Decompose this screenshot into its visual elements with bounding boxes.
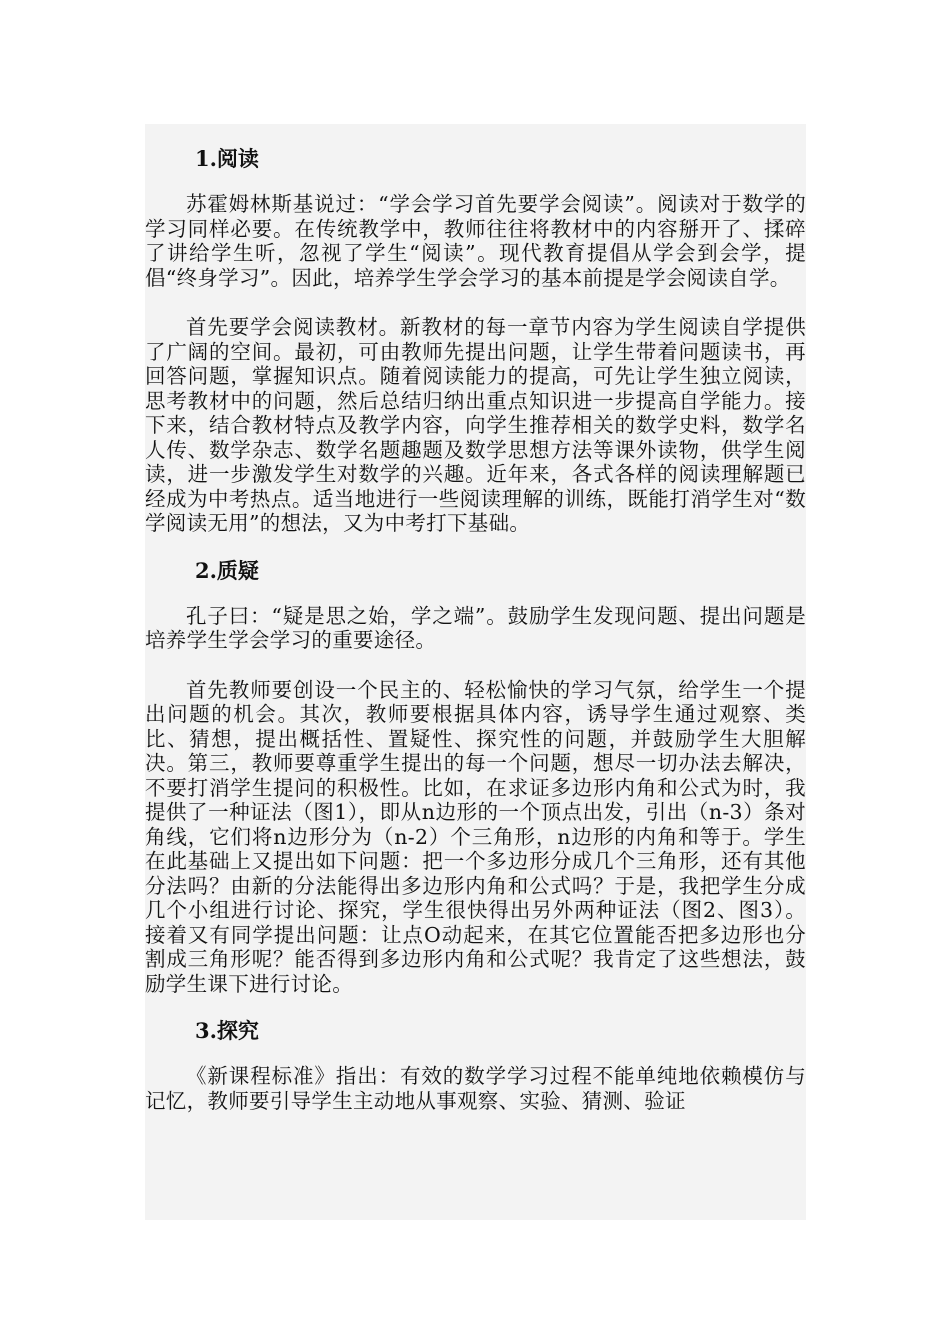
document-page bbox=[145, 124, 806, 1220]
section-heading-reading: 1.阅读 bbox=[195, 146, 259, 171]
document-content bbox=[145, 144, 806, 1113]
section-heading-questioning: 2.质疑 bbox=[195, 557, 259, 583]
section-heading-inquiry: 3.探究 bbox=[195, 1018, 259, 1043]
paragraph-reading-textbook: 首先要学会阅读教材。新教材的每一章节内容为学生阅读自学提供了广阔的空间。最初，可由教师先提出问题，让学生带着问题读书，再回答问题，掌握知识点。随着阅读能力的提高，可先让学生独立阅读，思考教材中的问题，然后总结归纳出重点知识进一步提高自学能力。接下来，结合教材特点及教学内容，向学生推荐相关的数学史料，数学名人传、数学杂志、数学名题趣题及数学思想方法等课外读物，供学生阅读，进一步激发学生对数学的兴趣。近年来，各式各样的阅读理解题已经成为中考热点。适当地进行一些阅读理解的训练，既能打消学生对“数学阅读无用”的想法，又为中考打下基础。 bbox=[145, 315, 806, 535]
paragraph-questioning-intro: 孔子曰：“疑是思之始，学之端”。鼓励学生发现问题、提出问题是培养学生学会学习的重要途径。 bbox=[145, 603, 806, 652]
paragraph-reading-intro: 苏霍姆林斯基说过：“学会学习首先要学会阅读”。阅读对于数学的学习同样必要。在传统教学中，教师往往将教材中的内容掰开了、揉碎了讲给学生听，忽视了学生“阅读”。现代教育提倡从学会到会学，提倡“终身学习”。因此，培养学生学会学习的基本前提是学会阅读自学。 bbox=[145, 192, 806, 290]
paragraph-questioning-example: 首先教师要创设一个民主的、轻松愉快的学习气氛，给学生一个提出问题的机会。其次，教师要根据具体内容，诱导学生通过观察、类比、猜想，提出概括性、置疑性、探究性的问题，并鼓励学生大胆解决。第三，教师要尊重学生提出的每一个问题，想尽一切办法去解决，不要打消学生提问的积极性。比如，在求证多边形内角和公式为时，我提供了一种证法（图1），即从n边形的一个顶点出发，引出（n-3）条对角线，它们将n边形分为（n-2）个三角形，n边形的内角和等于。学生在此基础上又提出如下问题：把一个多边形分成几个三角形，还有其他分法吗？由新的分法能得出多边形内角和公式吗？于是，我把学生分成几个小组进行讨论、探究，学生很快得出另外两种证法（图2、图3）。接着又有同学提出问题：让点O动起来，在其它位置能否把多边形也分割成三角形呢？能否得到多边形内角和公式呢？我肯定了这些想法，鼓励学生课下进行讨论。 bbox=[145, 677, 806, 996]
paragraph-inquiry-intro: 《新课程标准》指出：有效的数学学习过程不能单纯地依赖模仿与记忆，教师要引导学生主动地从事观察、实验、猜测、验证 bbox=[145, 1064, 806, 1113]
